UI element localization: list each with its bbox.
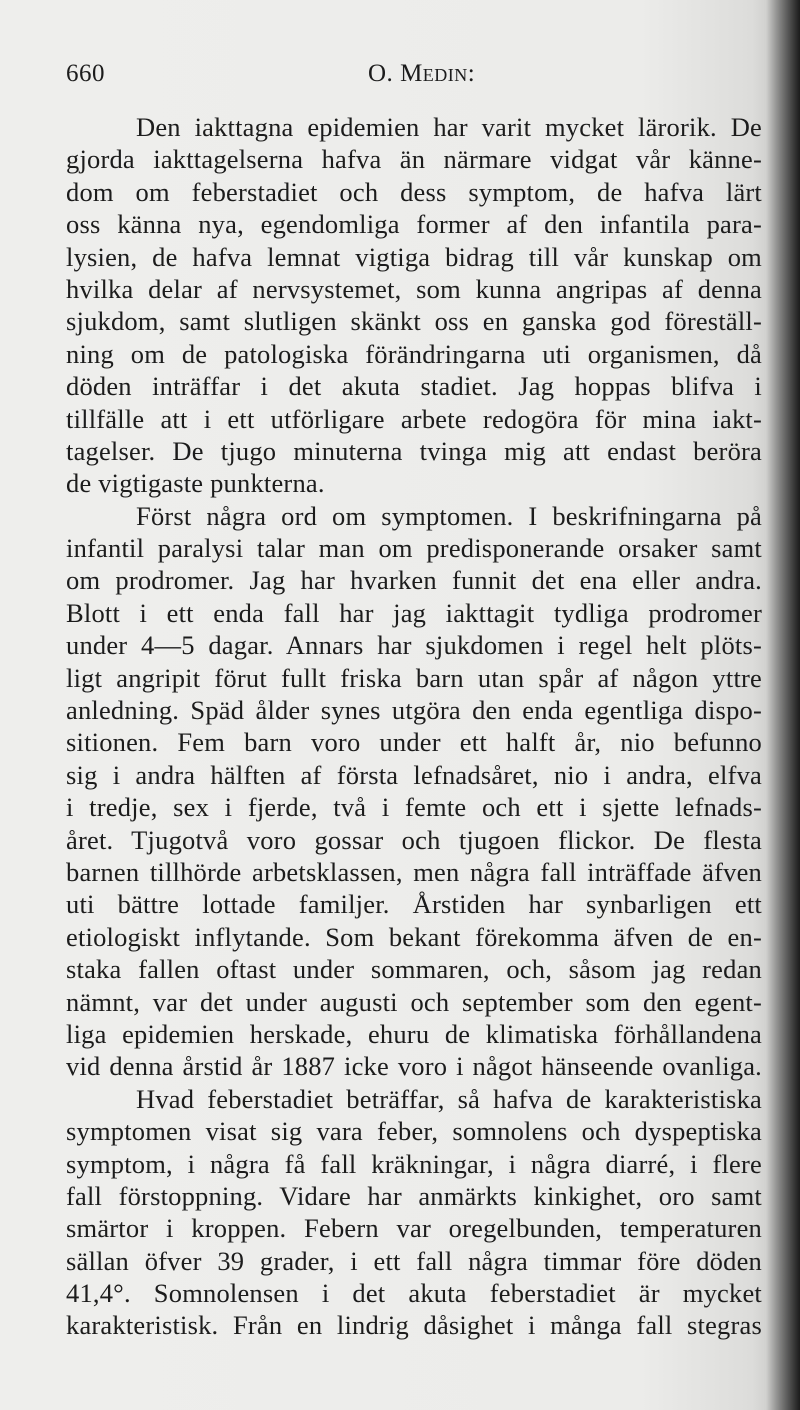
text-line: Blott i ett enda fall har jag iakttagit tydliga prodromer <box>66 597 762 628</box>
text-line: året. Tjugotvå voro gossar och tjugoen flickor. De flesta <box>66 824 762 855</box>
text-line: sällan öfver 39 grader, i ett fall några timmar före döden <box>66 1245 762 1276</box>
running-head-prefix: O. <box>368 60 401 87</box>
text-line: uti bättre lottade familjer. Årstiden har synbarligen ett <box>66 889 762 920</box>
text-line: sjukdom, samt slutligen skänkt oss en ganska god föreställ- <box>66 306 762 337</box>
text-line: de vigtigaste punkterna. <box>66 468 325 499</box>
running-head <box>368 60 475 88</box>
page-header <box>66 60 756 96</box>
text-line: fall förstoppning. Vidare har anmärkts kinkighet, oro samt <box>66 1180 762 1211</box>
text-line: ning om de patologiska förändringarna uti organismen, då <box>66 338 762 369</box>
page-number: 660 <box>66 60 105 87</box>
text-line: lysien, de hafva lemnat vigtiga bidrag till vår kunskap om <box>66 241 762 272</box>
text-line: ligt angripit förut fullt friska barn utan spår af någon yttre <box>66 662 762 693</box>
text-line: döden inträffar i det akuta stadiet. Jag hoppas blifva i <box>66 371 762 402</box>
page-gutter-shadow <box>766 0 800 1410</box>
text-line: dom om feberstadiet och dess symptom, de hafva lärt <box>66 176 762 207</box>
text-line: staka fallen oftast under sommaren, och, såsom jag redan <box>66 954 762 985</box>
text-line: Hvad feberstadiet beträffar, så hafva de karakteristiska <box>136 1083 762 1114</box>
text-line: anledning. Späd ålder synes utgöra den enda egentliga dispo- <box>66 695 762 726</box>
text-line: nämnt, var det under augusti och september som den egent- <box>66 986 762 1017</box>
text-line: etiologiskt inflytande. Som bekant förekomma äfven de en- <box>66 921 762 952</box>
text-line: vid denna årstid år 1887 icke voro i något hänseende ovanliga. <box>66 1051 762 1082</box>
text-line: i tredje, sex i fjerde, två i femte och ett i sjette lefnads- <box>66 792 762 823</box>
text-line: under 4—5 dagar. Annars har sjukdomen i regel helt plöts- <box>66 630 762 661</box>
text-line: symptom, i några få fall kräkningar, i några diarré, i flere <box>66 1148 762 1179</box>
text-line: gjorda iakttagelserna hafva än närmare vidgat vår känne- <box>66 144 762 175</box>
text-line: Den iakttagna epidemien har varit mycket lärorik. De <box>136 112 762 142</box>
text-line: Först några ord om symptomen. I beskrifningarna på <box>136 500 762 531</box>
text-line: hvilka delar af nervsystemet, som kunna angripas af denna <box>66 273 762 304</box>
text-line: liga epidemien herskade, ehuru de klimatiska förhållandena <box>66 1018 762 1049</box>
text-line: tillfälle att i ett utförligare arbete redogöra för mina iakt- <box>66 403 762 434</box>
text-line: karakteristisk. Från en lindrig dåsighet i många fall stegras <box>66 1310 762 1341</box>
text-line: om prodromer. Jag har hvarken funnit det ena eller andra. <box>66 565 762 596</box>
text-line: barnen tillhörde arbetsklassen, men några fall inträffade äfven <box>66 856 762 887</box>
text-line: 41,4°. Somnolensen i det akuta feberstadiet är mycket <box>66 1278 762 1309</box>
text-line: smärtor i kroppen. Febern var oregelbunden, temperaturen <box>66 1213 762 1244</box>
text-line: sitionen. Fem barn voro under ett halft år, nio befunno <box>66 727 762 758</box>
text-line: symptomen visat sig vara feber, somnolens och dyspeptiska <box>66 1116 762 1147</box>
body-text <box>66 111 762 1342</box>
text-line: tagelser. De tjugo minuterna tvinga mig att endast beröra <box>66 435 762 466</box>
text-line: oss känna nya, egendomliga former af den infantila para- <box>66 209 762 240</box>
text-line: sig i andra hälften af första lefnadsåret, nio i andra, elfva <box>66 759 762 790</box>
running-head-author: Medin: <box>400 60 476 87</box>
text-line: infantil paralysi talar man om predisponerande orsaker samt <box>66 533 762 564</box>
